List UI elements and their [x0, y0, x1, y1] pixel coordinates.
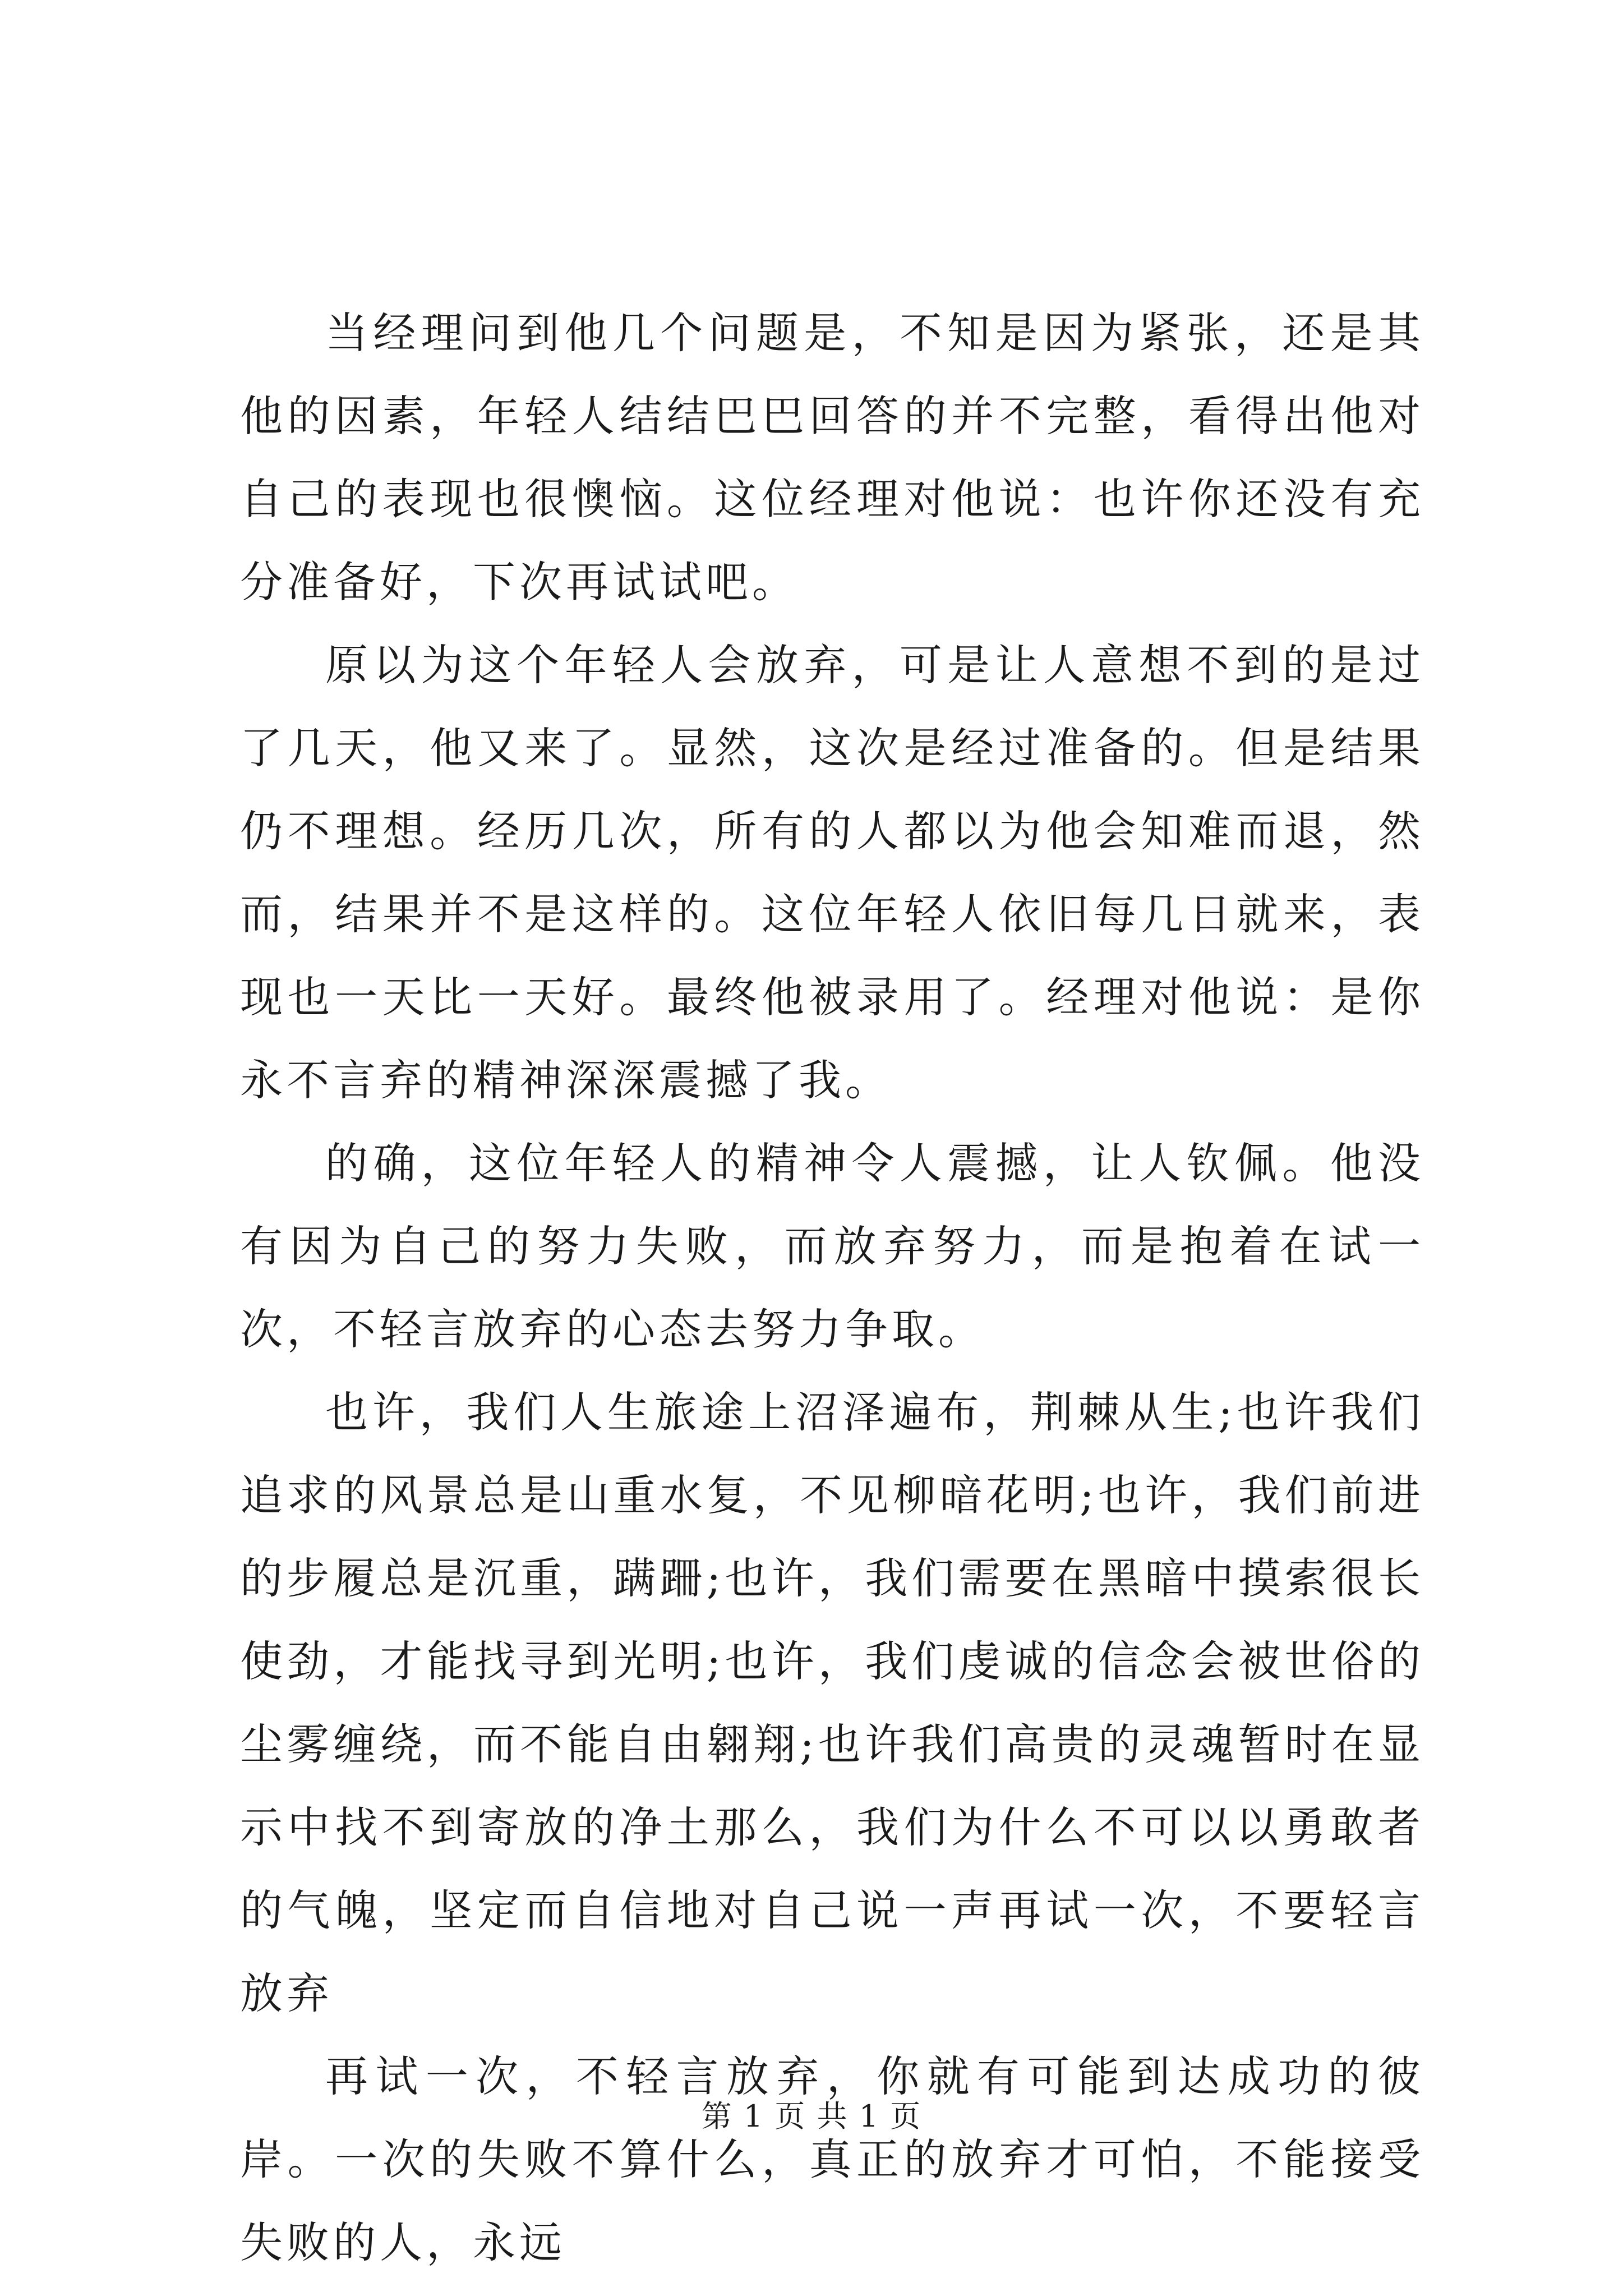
paragraph-4: 也许，我们人生旅途上沼泽遍布，荆棘从生;也许我们追求的风景总是山重水复，不见柳暗花明;也许，我们前进的步履总是沉重，蹒跚;也许，我们需要在黑暗中摸索很长使劲，才能找寻到光明;也许，我们虔诚的信念会被世俗的尘雾缠绕，而不能自由翱翔;也许我们高贵的灵魂暂时在显示中找不到寄放的净土那么，我们为什么不可以以勇敢者的气魄，坚定而自信地对自己说一声再试一次，不要轻言放弃 — [240, 1387, 1424, 2018]
paragraph-1: 当经理问到他几个问题是，不知是因为紧张，还是其他的因素，年轻人结结巴巴回答的并不完整，看得出他对自己的表现也很懊恼。这位经理对他说：也许你还没有充分准备好，下次再试试吧。 — [240, 308, 1424, 607]
paragraph-2: 原以为这个年轻人会放弃，可是让人意想不到的是过了几天，他又来了。显然，这次是经过准备的。但是结果仍不理想。经历几次，所有的人都以为他会知难而退，然而，结果并不是这样的。这位年轻人依旧每几日就来，表现也一天比一天好。最终他被录用了。经理对他说：是你永不言弃的精神深深震撼了我。 — [240, 640, 1424, 1105]
page-footer: 第 1 页 共 1 页 — [701, 2099, 922, 2134]
paragraph-3: 的确，这位年轻人的精神令人震撼，让人钦佩。他没有因为自己的努力失败，而放弃努力，而是抱着在试一次，不轻言放弃的心态去努力争取。 — [240, 1138, 1424, 1354]
document-body — [240, 292, 1424, 2284]
paragraph-5: 再试一次，不轻言放弃，你就有可能到达成功的彼岸。一次的失败不算什么，真正的放弃才可怕，不能接受失败的人，永远 — [240, 2051, 1424, 2267]
